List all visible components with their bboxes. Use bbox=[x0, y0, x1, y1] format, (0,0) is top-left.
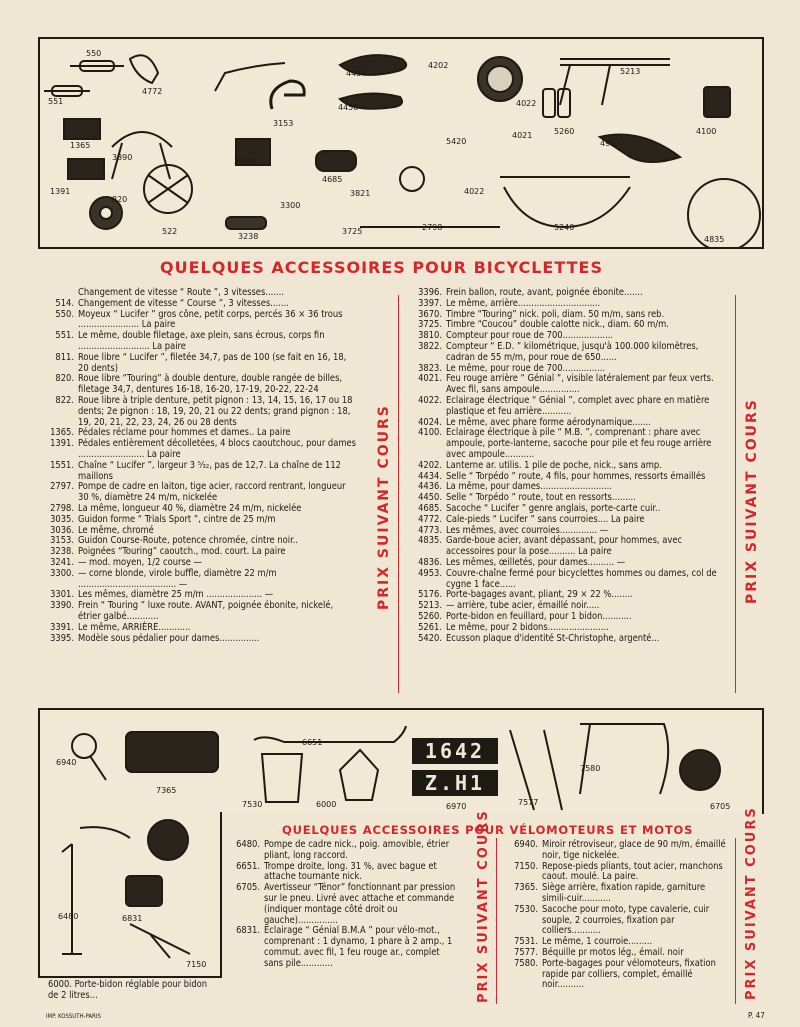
item-code: 4100. bbox=[418, 427, 442, 439]
item-code: 6831. bbox=[236, 925, 260, 937]
moto-illustration-panel bbox=[38, 708, 764, 814]
fig-num: 4022 bbox=[464, 187, 485, 196]
item-description: — arrière, tube acier, émaillé noir..... bbox=[446, 600, 600, 612]
item-description: Feu rouge arrière “ Génial ”, visible latéralement par feux verts. Avec fil, sans ampoule............... bbox=[446, 373, 714, 396]
item-code: 7531. bbox=[514, 936, 538, 948]
fig-num: 522 bbox=[162, 227, 178, 236]
catalog-item bbox=[34, 461, 356, 483]
item-description: Le même, avec phare forme aérodynamique....... bbox=[446, 416, 651, 428]
fig-num: 4022 bbox=[516, 99, 537, 108]
item-code: 3391. bbox=[50, 621, 74, 633]
catalog-item bbox=[34, 299, 356, 310]
moto-list-right bbox=[500, 840, 732, 991]
item-description: — mod. moyen, 1/2 course — bbox=[78, 556, 202, 568]
item-code: 3301. bbox=[50, 589, 74, 601]
catalog-item bbox=[34, 515, 356, 526]
fig-num: 550 bbox=[86, 49, 102, 58]
fig-num: 7577 bbox=[518, 798, 539, 807]
item-description: Compteur pour roue de 700................... bbox=[446, 330, 614, 342]
item-description: Cale-pieds “ Lucifer ” sans courroies.... La paire bbox=[446, 513, 645, 525]
catalog-item bbox=[500, 905, 732, 937]
moto-list-left bbox=[222, 840, 460, 970]
item-code: 4021. bbox=[418, 373, 442, 385]
item-description: Ecusson plaque d'identité St-Christophe, argenté... bbox=[446, 632, 660, 644]
item-description: Modèle sous pédalier pour dames............... bbox=[78, 632, 260, 644]
fig-num: 4202 bbox=[428, 61, 449, 70]
item-description: Le même, ARRIÈRE............ bbox=[78, 621, 191, 633]
item-description: Moyeux “ Lucifer ” gros cône, petit corps, percés 36 × 36 trous ....................... La paire bbox=[78, 308, 343, 331]
item-code: 3395. bbox=[50, 632, 74, 644]
catalog-item bbox=[34, 439, 356, 461]
item-code: 550. bbox=[55, 308, 74, 320]
item-description: Les mêmes, avec courroies.............. — bbox=[446, 524, 609, 536]
catalog-item bbox=[34, 331, 356, 353]
item-description: Les mêmes, diamètre 25 m/m ..................... — bbox=[78, 589, 274, 601]
bottom-left-illustration bbox=[38, 812, 222, 978]
item-code: 4202. bbox=[418, 459, 442, 471]
item-description: Trompe droite, long. 31 %, avec bague et attache tournante nick. bbox=[264, 860, 437, 883]
item-code: 7530. bbox=[514, 903, 538, 915]
moto-section-title: QUELQUES ACCESSOIRES POUR VÉLOMOTEURS ET MOTOS bbox=[282, 823, 694, 837]
fig-num: 820 bbox=[112, 195, 128, 204]
item-description: Timbre “Coucou” double calotte nick., diam. 60 m/m. bbox=[446, 319, 669, 331]
item-code: 3390. bbox=[50, 600, 74, 612]
red-rule-right bbox=[735, 295, 736, 693]
side-label-moto-right: PRIX SUIVANT COURS bbox=[744, 806, 759, 1000]
catalog-item bbox=[34, 310, 356, 332]
fig-num: 4450 bbox=[338, 103, 359, 112]
item-code: 820. bbox=[55, 373, 74, 385]
item-description: — corne blonde, virole buffle, diamètre 22 m/m ..................................... — bbox=[78, 567, 277, 590]
catalog-item bbox=[222, 862, 460, 884]
fig-num: 6831 bbox=[122, 914, 143, 923]
side-label-right: PRIX SUIVANT COURS bbox=[744, 398, 760, 604]
fig-num: 2798 bbox=[422, 223, 443, 232]
item-code: 6651. bbox=[236, 860, 260, 872]
page-number: P. 47 bbox=[748, 1011, 765, 1020]
item-code: 5420. bbox=[418, 632, 442, 644]
item-code: 3670. bbox=[418, 308, 442, 320]
item-code: 6940. bbox=[514, 839, 538, 850]
catalog-item bbox=[34, 623, 356, 634]
item-code: 1365. bbox=[50, 427, 74, 439]
item-code: 4434. bbox=[418, 470, 442, 482]
item-description: Miroir rétroviseur, glace de 90 m/m, émaillé noir, tige nickelée. bbox=[542, 839, 726, 861]
license-plate-top: 1642 bbox=[424, 739, 486, 763]
bicycle-section-title: QUELQUES ACCESSOIRES POUR BICYCLETTES bbox=[160, 258, 603, 277]
item-code: 1551. bbox=[50, 459, 74, 471]
item-code: 822. bbox=[55, 394, 74, 406]
item-code: 551. bbox=[55, 330, 74, 342]
item-code: 4450. bbox=[418, 492, 442, 504]
fig-num: 6940 bbox=[56, 758, 77, 767]
catalog-item bbox=[34, 353, 356, 375]
item-code: 3035. bbox=[50, 513, 74, 525]
item-description: Le même, double filetage, axe plein, sans écrous, corps fin ........................... La paire bbox=[78, 330, 325, 352]
fig-num: 551 bbox=[48, 97, 64, 106]
catalog-item bbox=[34, 482, 356, 504]
fig-num: 6480 bbox=[58, 912, 79, 921]
fig-num: 4772 bbox=[142, 87, 163, 96]
item-code: 3810. bbox=[418, 330, 442, 342]
fig-num: 3390 bbox=[112, 153, 133, 162]
item-code: 6480. bbox=[236, 839, 260, 850]
fig-num: 4434 bbox=[346, 69, 367, 78]
item-description: Roue libre “ Lucifer ”, filetée 34,7, pas de 100 (se fait en 16, 18, 20 dents) bbox=[78, 351, 347, 374]
item-description: Pédales réclame pour hommes et dames.. La paire bbox=[78, 427, 291, 439]
item-code: 6705. bbox=[236, 882, 260, 894]
moto-parts-illustration bbox=[40, 710, 762, 814]
bicycle-list-right bbox=[402, 288, 722, 644]
item-description: Béquille pr motos lég., émail. noir bbox=[542, 946, 684, 958]
item-description: Le même, pour 2 bidons....................... bbox=[446, 621, 609, 633]
fig-num: 6970 bbox=[446, 802, 467, 811]
item-description: Couvre-chaîne fermé pour bicyclettes hommes ou dames, col de cygne 1 face...... bbox=[446, 567, 717, 590]
item-code: 4022. bbox=[418, 394, 442, 406]
catalog-item bbox=[222, 926, 460, 969]
item-code: 7577. bbox=[514, 946, 538, 958]
item-description: La même, pour dames........................... bbox=[446, 481, 612, 493]
caption-6000: 6000. Porte-bidon réglable pour bidon de 2 litres... bbox=[48, 979, 208, 1001]
item-code: 4436. bbox=[418, 481, 442, 493]
item-description: Lanterne ar. utilis. 1 pile de poche, nick., sans amp. bbox=[446, 459, 662, 471]
red-rule-moto-left bbox=[496, 838, 497, 1004]
catalog-item bbox=[222, 883, 460, 926]
catalog-item bbox=[402, 374, 722, 396]
item-code: 5261. bbox=[418, 621, 442, 633]
catalog-item bbox=[402, 461, 722, 472]
item-code: 7365. bbox=[514, 882, 538, 894]
fig-num: 4100 bbox=[696, 127, 717, 136]
bicycle-list-left bbox=[34, 288, 356, 644]
item-description: Repose-pieds pliants, tout acier, manchons caout. moulé. La paire. bbox=[542, 860, 723, 883]
item-description: Avertisseur “Ténor” fonctionnant par pression sur le pneu. Livré avec attache et commande (indiquer montage côté droit ou gauche)............... bbox=[264, 882, 456, 926]
item-description: Pompe de cadre en laiton, tige acier, raccord rentrant, longueur 30 %, diamètre 24 m/m, nickelée bbox=[78, 481, 346, 504]
fig-num: 4953 bbox=[600, 139, 621, 148]
pump-lamp-illustration bbox=[40, 812, 220, 976]
catalog-item bbox=[34, 396, 356, 428]
item-code: 4835. bbox=[418, 535, 442, 547]
item-description: Porte-bagages avant, pliant, 29 × 22 %........ bbox=[446, 589, 633, 601]
item-code: 3725. bbox=[418, 319, 442, 331]
catalog-item bbox=[34, 601, 356, 623]
fig-num: 4685 bbox=[322, 175, 343, 184]
item-code: 3300. bbox=[50, 567, 74, 579]
fig-num: 6651 bbox=[302, 738, 323, 747]
item-code: 7580. bbox=[514, 957, 538, 969]
item-description: Le même, arrière............................... bbox=[446, 297, 601, 309]
catalog-item bbox=[500, 883, 732, 905]
fig-num: 3809 bbox=[234, 157, 255, 166]
top-illustration-panel bbox=[38, 37, 764, 249]
item-code: 3036. bbox=[50, 524, 74, 536]
item-description: Le même, 1 courroie......... bbox=[542, 936, 653, 948]
item-description: Timbre “Touring” nick. poli, diam. 50 m/m, sans reb. bbox=[446, 308, 665, 320]
catalog-item bbox=[34, 634, 356, 645]
item-code: 2798. bbox=[50, 502, 74, 514]
item-description: Chaîne “ Lucifer ”, largeur 3 ⁵⁄₃₂, pas de 12,7. La chaîne de 112 maillons bbox=[78, 459, 341, 482]
item-description: Sacoche pour moto, type cavalerie, cuir souple, 2 courroies, fixation par colliers........... bbox=[542, 903, 710, 937]
license-plate-bottom: Z.H1 bbox=[424, 771, 486, 795]
item-description: Porte-bagages pour vélomoteurs, fixation rapide par colliers, complet, émaillé noir.......... bbox=[542, 957, 716, 991]
red-rule-moto-right bbox=[735, 838, 736, 1004]
fig-num: 7150 bbox=[186, 960, 207, 969]
item-code: 3822. bbox=[418, 340, 442, 352]
item-description: Eclairage électrique “ Génial ”, complet avec phare en matière plastique et feu arrière........... bbox=[446, 394, 710, 417]
item-description: Porte-bidon en feuillard, pour 1 bidon........... bbox=[446, 610, 632, 622]
item-description: Frein ballon, route, avant, poignée ébonite....... bbox=[446, 287, 643, 298]
item-code: 4773. bbox=[418, 524, 442, 536]
item-description: Le même, chromé bbox=[78, 524, 154, 536]
item-code: 3241. bbox=[50, 556, 74, 568]
item-code: 3396. bbox=[418, 287, 442, 298]
fig-num: 5213 bbox=[620, 67, 641, 76]
fig-num: 3153 bbox=[273, 119, 294, 128]
catalog-item bbox=[402, 634, 722, 645]
item-code: 3153. bbox=[50, 535, 74, 547]
item-description: Selle “ Torpédo ” route, tout en ressorts......... bbox=[446, 492, 636, 504]
catalog-item bbox=[500, 862, 732, 884]
item-description: Selle “ Torpédo ” route, 4 fils, pour hommes, ressorts émaillés bbox=[446, 470, 706, 482]
catalog-item bbox=[500, 840, 732, 862]
item-description: La même, longueur 40 %, diamètre 24 m/m, nickelée bbox=[78, 502, 302, 514]
item-code: 2797. bbox=[50, 481, 74, 493]
catalog-item bbox=[500, 959, 732, 991]
item-code: 4772. bbox=[418, 513, 442, 525]
fig-num: 3300 bbox=[280, 201, 301, 210]
fig-num: 1391 bbox=[50, 187, 71, 196]
catalog-item bbox=[402, 623, 722, 634]
item-description: Frein “ Touring ” luxe route. AVANT, poignée ébonite, nickelé, étrier galbé............ bbox=[78, 600, 334, 622]
fig-num: 6000 bbox=[316, 800, 337, 809]
item-code: 4836. bbox=[418, 556, 442, 568]
item-description: Sacoche “ Lucifer ” genre anglais, porte-carte cuir.. bbox=[446, 502, 661, 514]
fig-num: 4021 bbox=[512, 131, 533, 140]
item-description: Poignées “Touring” caoutch., mod. court. La paire bbox=[78, 546, 286, 558]
fig-num: 7580 bbox=[580, 764, 601, 773]
catalog-item bbox=[34, 374, 356, 396]
item-code: 1391. bbox=[50, 438, 74, 450]
catalog-item bbox=[402, 428, 722, 460]
item-code: 4685. bbox=[418, 502, 442, 514]
item-description: Pédales entièrement décolletées, 4 blocs caoutchouc, pour dames ......................... La paire bbox=[78, 438, 357, 460]
item-code: 514. bbox=[55, 297, 74, 309]
catalog-item bbox=[402, 515, 722, 526]
side-label-left: PRIX SUIVANT COURS bbox=[376, 404, 392, 610]
fig-num: 5260 bbox=[554, 127, 575, 136]
item-code: 5260. bbox=[418, 610, 442, 622]
fig-num: 5240 bbox=[554, 223, 575, 232]
fig-num: 4835 bbox=[704, 235, 725, 244]
catalog-item bbox=[222, 840, 460, 862]
item-code: 3397. bbox=[418, 297, 442, 309]
catalog-item bbox=[402, 342, 722, 364]
item-description: Compteur “ E.D. ” kilométrique, jusqu'à 100.000 kilomètres, cadran de 55 m/m, pour roue de 650...... bbox=[446, 340, 699, 363]
item-code: 5213. bbox=[418, 600, 442, 612]
red-rule-left bbox=[398, 295, 399, 693]
side-label-moto-left: PRIX SUIVANT COURS bbox=[476, 809, 491, 1003]
item-description: Eclairage électrique à pile “ M.B. ”, comprenant : phare avec ampoule, porte-lanterne, sacoche pour pile et feu rouge arrière avec ampoule........... bbox=[446, 427, 712, 460]
item-description: Guidon Course-Route, potence chromée, cintre noir.. bbox=[78, 535, 298, 547]
item-description: Eclairage “ Génial B.M.A ” pour vélo-mot., comprenant : 1 dynamo, 1 phare à 2 amp., 1 commut. avec fil, 1 feu rouge ar., complet sans pile............ bbox=[264, 925, 453, 969]
item-description: Garde-boue acier, avant dépassant, pour hommes, avec accessoires pour la pose.......... La paire bbox=[446, 535, 683, 558]
printer-credit: IMP. KOSSUTH-PARIS bbox=[46, 1013, 101, 1020]
catalog-item bbox=[402, 536, 722, 558]
catalog-item bbox=[402, 569, 722, 591]
catalog-item bbox=[34, 569, 356, 591]
item-description: Roue libre “Touring” à double denture, double rangée de billes, filetage 34,7, dentures 16-18, 16-20, 17-19, 20-22, 22-24 bbox=[78, 373, 343, 396]
fig-num: 3821 bbox=[350, 189, 371, 198]
fig-num: 5420 bbox=[446, 137, 467, 146]
fig-num: 1365 bbox=[70, 141, 91, 150]
fig-num: 3725 bbox=[342, 227, 363, 236]
catalog-item bbox=[402, 299, 722, 310]
item-description: Le même, pour roue de 700................ bbox=[446, 362, 606, 374]
item-description: Changement de vitesse “ Course ”, 3 vitesses....... bbox=[78, 297, 289, 309]
item-description: Roue libre à triple denture, petit pignon : 13, 14, 15, 16, 17 ou 18 dents; 2e pignon : 18, 19, 20, 21 ou 22 dents; grand pignon : 18, 19, 20, 21, 22, 23, 24, 26 ou 28 dents bbox=[78, 394, 353, 428]
fig-num: 7530 bbox=[242, 800, 263, 809]
item-description: Changement de vitesse “ Route ”, 3 vitesses....... bbox=[78, 287, 284, 298]
item-description: Les mêmes, œilletés, pour dames.......... — bbox=[446, 556, 626, 568]
item-code: 4953. bbox=[418, 567, 442, 579]
fig-num: 3238 bbox=[238, 232, 259, 241]
fig-num: 7365 bbox=[156, 786, 177, 795]
catalog-item bbox=[402, 396, 722, 418]
fig-num: 6705 bbox=[710, 802, 731, 811]
item-code: 3823. bbox=[418, 362, 442, 374]
item-code: 7150. bbox=[514, 860, 538, 872]
item-description: Guidon forme “ Trials Sport ”, cintre de 25 m/m bbox=[78, 513, 276, 525]
item-code: 811. bbox=[55, 351, 74, 363]
item-description: Pompe de cadre nick., poig. amovible, étrier pliant, long raccord. bbox=[264, 839, 450, 861]
item-code: 4024. bbox=[418, 416, 442, 428]
bicycle-parts-illustration bbox=[40, 39, 762, 247]
item-description: Siège arrière, fixation rapide, garniture simili-cuir........... bbox=[542, 882, 706, 904]
item-code: 5176. bbox=[418, 589, 442, 601]
item-code: 3238. bbox=[50, 546, 74, 558]
